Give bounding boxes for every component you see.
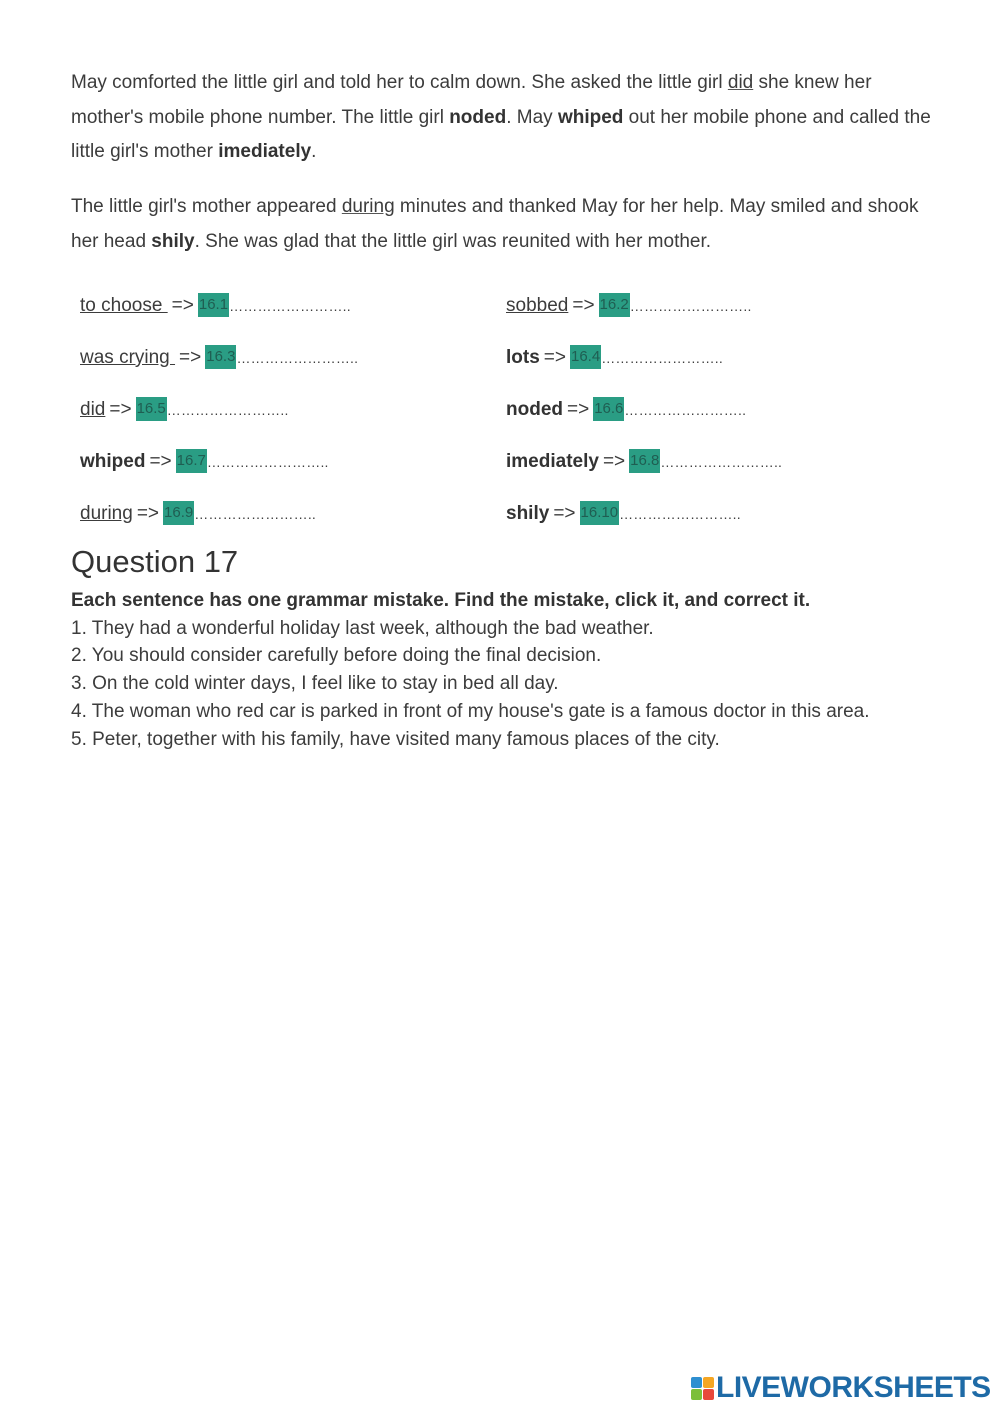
answer-input-16-2[interactable]: 16.2 [599, 293, 630, 317]
target-word: sobbed [506, 295, 569, 316]
sentence-3[interactable]: 3. On the cold winter days, I feel like to stay in bed all day. [71, 673, 559, 694]
answer-row [506, 397, 746, 423]
passage-text: . May [506, 106, 558, 128]
passage-text: she knew her mother's mobile phone number. The little girl [71, 72, 872, 128]
arrow: => [179, 347, 202, 368]
answer-row [80, 449, 329, 475]
target-word: whiped [80, 451, 146, 472]
arrow: => [602, 451, 626, 472]
logo-mark-icon [691, 1377, 714, 1400]
answer-input-16-7[interactable]: 16.7 [176, 449, 207, 473]
bold-word: noded [449, 106, 507, 128]
answer-row [80, 397, 289, 423]
question-17-instruction: Each sentence has one grammar mistake. Find the mistake, click it, and correct it. [71, 590, 811, 611]
sentence-1[interactable]: 1. They had a wonderful holiday last week, although the bad weather. [71, 618, 654, 639]
answer-dots: …………………….. [624, 402, 747, 418]
target-word: lots [506, 347, 540, 368]
sentence-2[interactable]: 2. You should consider carefully before doing the final decision. [71, 645, 602, 666]
answer-input-16-9[interactable]: 16.9 [163, 501, 194, 525]
bold-word: imediately [218, 141, 312, 162]
answer-dots: …………………….. [194, 506, 317, 522]
answer-row [506, 345, 723, 371]
passage-text: . She was glad that the little girl was reunited with her mother. [194, 230, 712, 252]
answer-input-16-4[interactable]: 16.4 [570, 345, 601, 369]
logo-square [691, 1377, 702, 1388]
passage-text: The little girl's mother appeared [71, 196, 342, 217]
underlined-word: did [727, 72, 754, 93]
passage-text: . [311, 141, 317, 162]
answer-dots: …………………….. [236, 350, 359, 366]
question-17-title: Question 17 [71, 544, 239, 579]
answer-input-16-10[interactable]: 16.10 [580, 501, 620, 525]
answer-row [506, 449, 782, 475]
sentence-4[interactable]: 4. The woman who red car is parked in front of my house's gate is a famous doctor in this area. [71, 701, 870, 722]
arrow: => [171, 295, 194, 316]
answer-dots: …………………….. [601, 350, 723, 366]
passage-text: May comforted the little girl and told her to calm down. She asked the little girl [71, 72, 728, 93]
arrow: => [109, 399, 132, 420]
answer-row [80, 293, 351, 319]
arrow: => [572, 295, 595, 316]
target-word: to choose [80, 295, 168, 316]
answer-row [506, 293, 752, 319]
target-word: was crying [80, 347, 176, 368]
answer-dots: …………………….. [206, 454, 329, 470]
answer-dots: …………………….. [166, 402, 289, 418]
answer-dots: …………………….. [629, 298, 752, 314]
target-word: noded [506, 399, 563, 420]
liveworksheets-logo [691, 1372, 991, 1404]
logo-square [703, 1389, 714, 1400]
target-word: imediately [506, 451, 599, 472]
arrow: => [567, 399, 590, 420]
answer-dots: …………………….. [619, 506, 741, 522]
answer-input-16-8[interactable]: 16.8 [629, 449, 660, 473]
logo-square [691, 1389, 702, 1400]
answer-dots: …………………….. [660, 454, 783, 470]
logo-text: LIVEWORKSHEETS [716, 1371, 991, 1404]
passage-text: out her mobile phone and called the little girl's mother [71, 106, 931, 162]
sentence-5[interactable]: 5. Peter, together with his family, have visited many famous places of the city. [71, 729, 720, 750]
answer-dots: …………………….. [229, 298, 351, 314]
target-word: during [80, 503, 133, 524]
bold-word: whiped [557, 106, 624, 128]
logo-square [703, 1377, 714, 1388]
passage-text: minutes and thanked May for her help. May smiled and shook her head [71, 196, 919, 252]
arrow: => [136, 503, 160, 524]
answer-input-16-3[interactable]: 16.3 [205, 345, 236, 369]
answer-row [80, 345, 358, 371]
arrow: => [149, 451, 172, 472]
target-word: shily [506, 503, 550, 524]
arrow: => [553, 503, 576, 524]
underlined-word: during [341, 196, 395, 217]
bold-word: shily [151, 230, 195, 252]
answer-input-16-6[interactable]: 16.6 [593, 397, 624, 421]
arrow: => [543, 347, 566, 368]
answer-input-16-1[interactable]: 16.1 [198, 293, 229, 317]
answer-input-16-5[interactable]: 16.5 [136, 397, 167, 421]
target-word: did [80, 399, 106, 420]
answer-row [80, 501, 316, 527]
passage-paragraph-2 [71, 190, 941, 259]
passage-paragraph-1 [71, 66, 941, 170]
answer-row [506, 501, 741, 527]
